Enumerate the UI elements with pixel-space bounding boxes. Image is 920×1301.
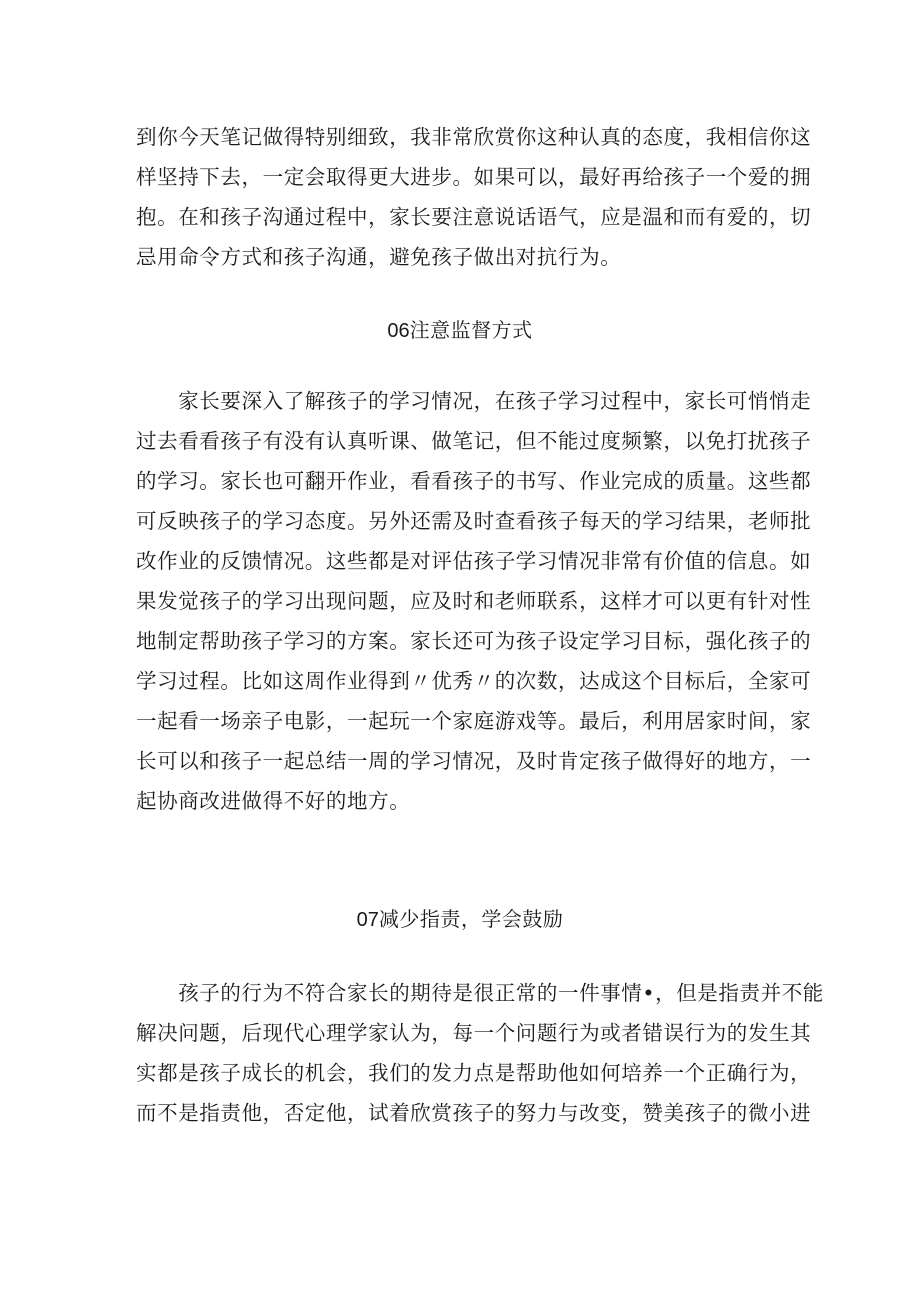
paragraph-line: 起协商改进做得不好的地方。 [136,789,411,813]
paragraph-line: 到你今天笔记做得特别细致，我非常欣赏你这种认真的态度，我相信你这 [136,125,812,149]
paragraph-3 [136,973,824,1133]
paragraph-line: 地制定帮助孩子学习的方案。家长还可为孩子设定学习目标，强化孩子的 [136,629,812,653]
paragraph-line: 抱。在和孩子沟通过程中，家长要注意说话语气，应是温和而有爱的，切 [136,205,812,229]
paragraph-line: 过去看看孩子有没有认真听课、做笔记，但不能过度频繁，以免打扰孩子 [136,429,812,453]
paragraph-line: 可反映孩子的学习态度。另外还需及时查看孩子每天的学习结果，老师批 [136,509,812,533]
paragraph-line: 实都是孩子成长的机会，我们的发力点是帮助他如何培养一个正确行为， [136,1061,812,1085]
paragraph-line: 而不是指责他，否定他，试着欣赏孩子的努力与改变，赞美孩子的微小进 [136,1101,812,1125]
section-heading-07 [0,905,920,934]
section-heading-06 [0,316,920,345]
paragraph-line: 孩子的行为不符合家长的期待是很正常的一件事情•，但是指责并不能 [136,981,824,1005]
paragraph-line: 长可以和孩子一起总结一周的学习情况，及时肯定孩子做得好的地方，一 [136,749,812,773]
paragraph-line: 样坚持下去，一定会取得更大进步。如果可以，最好再给孩子一个爱的拥 [136,165,812,189]
paragraph-line: 的学习。家长也可翻开作业，看看孩子的书写、作业完成的质量。这些都 [136,469,812,493]
paragraph-line: 果发觉孩子的学习出现问题，应及时和老师联系，这样才可以更有针对性 [136,589,812,613]
section-title: 注意监督方式 [409,318,533,342]
paragraph-line: 学习过程。比如这周作业得到〃优秀〃的次数，达成这个目标后，全家可 [136,669,812,693]
paragraph-line: 忌用命令方式和孩子沟通，避免孩子做出对抗行为。 [136,245,622,269]
section-title: 减少指责，学会鼓励 [378,907,564,931]
section-number: 06 [387,320,410,342]
paragraph-1 [136,117,812,277]
paragraph-line: 解决问题，后现代心理学家认为，每一个问题行为或者错误行为的发生其 [136,1021,812,1045]
paragraph-line: 家长要深入了解孩子的学习情况，在孩子学习过程中，家长可悄悄走 [136,389,812,413]
section-number: 07 [356,909,379,931]
paragraph-line: 改作业的反馈情况。这些都是对评估孩子学习情况非常有价值的信息。如 [136,549,812,573]
paragraph-2 [136,381,812,821]
paragraph-line: 一起看一场亲子电影，一起玩一个家庭游戏等。最后，利用居家时间，家 [136,709,812,733]
